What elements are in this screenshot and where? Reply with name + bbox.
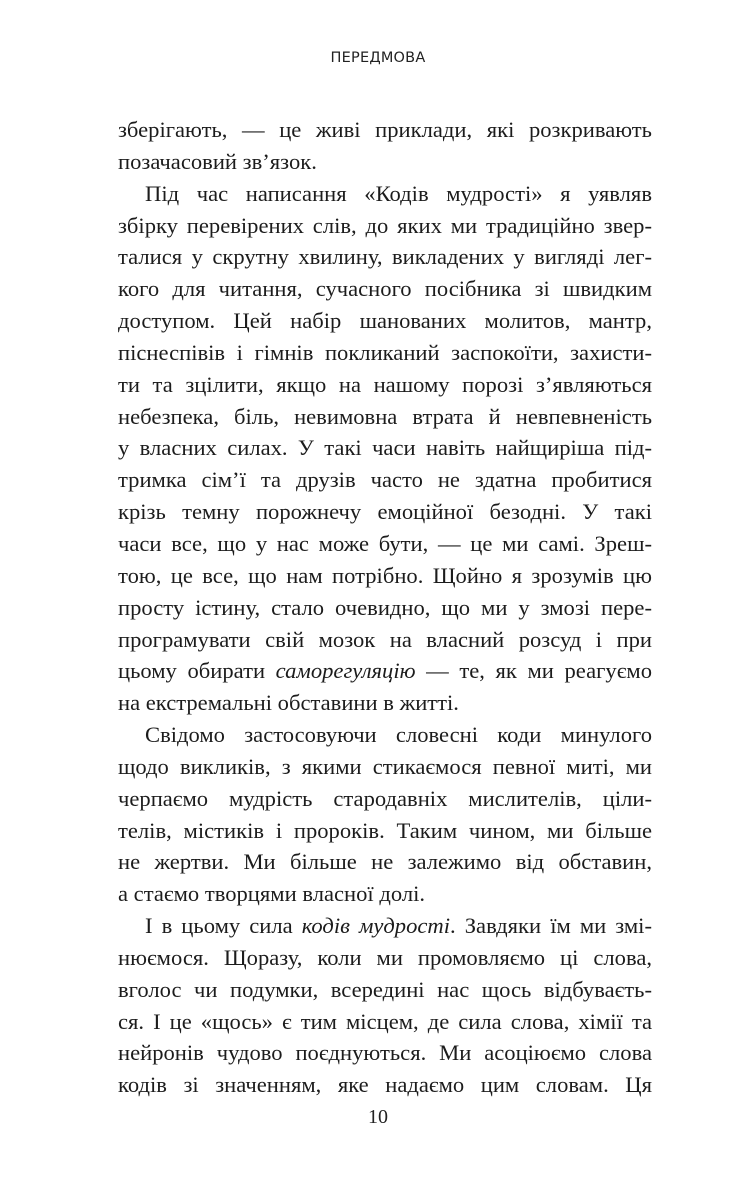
body-text — [118, 114, 652, 1101]
text-line-with-emphasis — [118, 655, 652, 687]
text-line: на екстремальні обставини в житті. — [118, 690, 459, 716]
text-line: нейронів чудово поєднуються. Ми асоціюємо слова — [118, 1040, 652, 1066]
text-line: позачасовий зв’язок. — [118, 148, 317, 174]
paragraph — [118, 719, 652, 910]
text-line: піснеспівів і гімнів покликаний заспокоїти, захисти- — [118, 339, 652, 365]
text-line: кодів зі значенням, яке надаємо цим словам. Ця — [118, 1072, 652, 1098]
text-line: у власних силах. У такі часи навіть найщиріша під- — [118, 435, 652, 461]
text-line: Під час написання «Кодів мудрості» я уявляв — [145, 180, 652, 206]
text-line: талися у скрутну хвилину, викладених у вигляді лег- — [118, 244, 652, 270]
text-line: просту істину, стало очевидно, що ми у змозі пере- — [118, 594, 652, 620]
text-line: тримка сім’ї та друзів часто не здатна пробитися — [118, 467, 652, 493]
text-line: ся. І це «щось» є тим місцем, де сила слова, хімії та — [118, 1008, 652, 1034]
text-line: часи все, що у нас може бути, — це ми самі. Зреш- — [118, 530, 652, 556]
text-line: кого для читання, сучасного посібника зі швидким — [118, 276, 652, 302]
text-line: програмувати свій мозок на власний розсуд і при — [118, 626, 652, 652]
emphasis-saморегуляцію: саморегуляцію — [275, 658, 416, 684]
text-run: — те, як ми реагуємо — [415, 658, 652, 684]
text-line: черпаємо мудрість стародавніх мислителів, ціли- — [118, 785, 652, 811]
text-line: вголос чи подумки, всередині нас щось відбуваєть- — [118, 976, 652, 1002]
page-number: 10 — [368, 1106, 388, 1128]
text-run: І в цьому сила — [145, 913, 302, 939]
text-line: збірку перевірених слів, до яких ми традиційно звер- — [118, 212, 652, 238]
text-line: ти та зцілити, якщо на нашому порозі з’являються — [118, 371, 652, 397]
text-line-with-emphasis — [118, 910, 652, 942]
paragraph — [118, 114, 652, 178]
text-run: . Завдяки їм ми змі- — [450, 913, 652, 939]
text-line: а стаємо творцями власної долі. — [118, 881, 426, 907]
text-line: зберігають, — це живі приклади, які розкривають — [118, 117, 652, 142]
text-line: телів, містиків і пророків. Таким чином, ми більше — [118, 817, 652, 843]
text-line: доступом. Цей набір шанованих молитов, мантр, — [118, 308, 652, 334]
text-line: тою, це все, що нам потрібно. Щойно я зрозумів цю — [118, 562, 652, 588]
text-line: крізь темну порожнечу емоційної безодні. У такі — [118, 499, 652, 525]
paragraph — [118, 910, 652, 1101]
text-line: щодо викликів, з якими стикаємося певної миті, ми — [118, 753, 652, 779]
text-line: не жертви. Ми більше не залежимо від обставин, — [118, 849, 652, 875]
text-line: небезпека, біль, невимовна втрата й невпевненість — [118, 403, 652, 429]
text-run: цьому обирати — [118, 658, 276, 684]
text-line: Свідомо застосовуючи словесні коди минулого — [145, 722, 652, 748]
text-line: нюємося. Щоразу, коли ми промовляємо ці слова, — [118, 944, 652, 970]
paragraph — [118, 178, 652, 719]
emphasis-kodiv-mudrosti: кодів мудрості — [301, 913, 451, 939]
running-header: ПЕРЕДМОВА — [330, 50, 426, 66]
